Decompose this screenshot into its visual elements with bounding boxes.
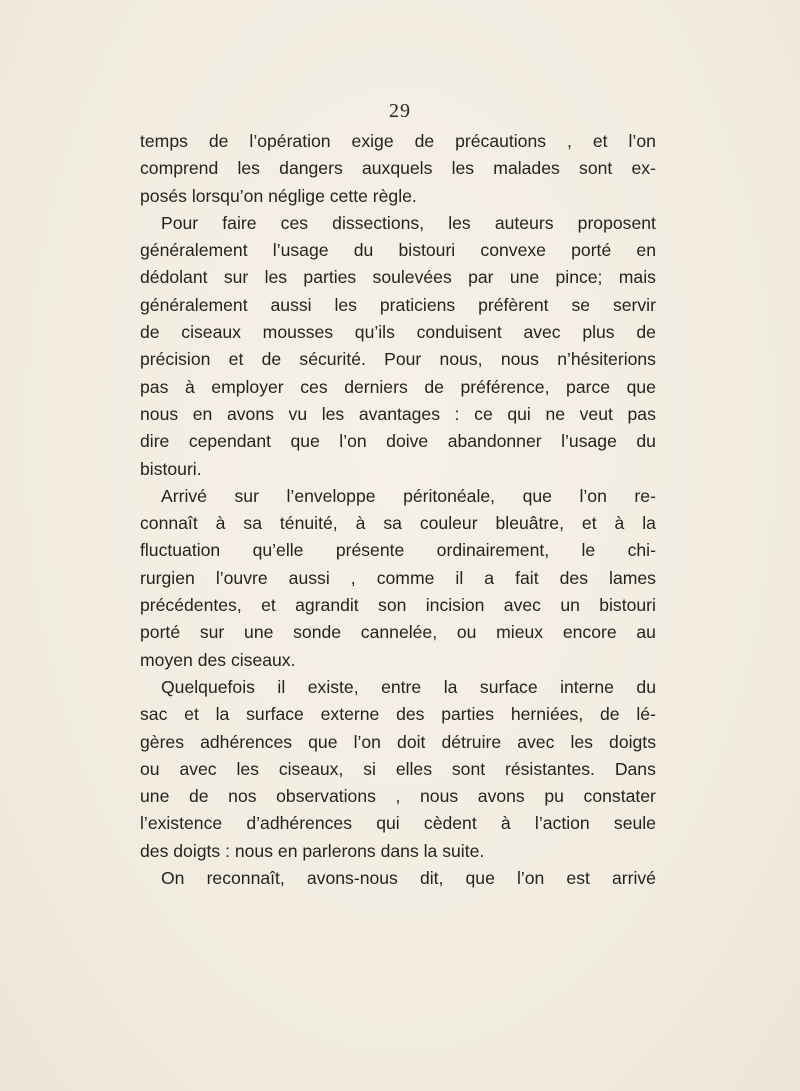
text-line: connaît à sa ténuité, à sa couleur bleuâtre, et à la — [140, 513, 656, 534]
text-line: porté sur une sonde cannelée, ou mieux encore au — [140, 622, 656, 643]
text-line: rurgien l’ouvre aussi , comme il a fait des lames — [140, 567, 656, 588]
body-text — [140, 128, 656, 892]
text-line: généralement aussi les praticiens préfèrent se servir — [140, 294, 656, 315]
text-line: pas à employer ces derniers de préférence, parce que — [140, 376, 656, 397]
text-line: fluctuation qu’elle présente ordinairement, le chi- — [140, 540, 656, 561]
text-line: généralement l’usage du bistouri convexe porté en — [140, 240, 656, 261]
text-line: ou avec les ciseaux, si elles sont résistantes. Dans — [140, 758, 656, 779]
text-line: l’existence d’adhérences qui cèdent à l’action seule — [140, 813, 656, 834]
text-line: précision et de sécurité. Pour nous, nous n’hésiterions — [140, 349, 656, 370]
text-line: gères adhérences que l’on doit détruire avec les doigts — [140, 731, 656, 752]
text-line: On reconnaît, avons-nous dit, que l’on est arrivé — [161, 868, 656, 889]
text-line: bistouri. — [140, 458, 202, 479]
text-line: nous en avons vu les avantages : ce qui ne veut pas — [140, 403, 656, 424]
text-line: temps de l’opération exige de précautions , et l’on — [140, 131, 656, 151]
text-line: comprend les dangers auxquels les malades sont ex- — [140, 158, 656, 179]
text-line: précédentes, et agrandit son incision avec un bistouri — [140, 595, 656, 616]
text-line: posés lorsqu’on néglige cette règle. — [140, 185, 417, 206]
text-line: sac et la surface externe des parties herniées, de lé- — [140, 704, 656, 725]
text-line: Pour faire ces dissections, les auteurs proposent — [161, 212, 656, 233]
text-line: Quelquefois il existe, entre la surface interne du — [161, 676, 656, 697]
text-line: dédolant sur les parties soulevées par une pince; mais — [140, 267, 656, 288]
text-line: de ciseaux mousses qu’ils conduisent avec plus de — [140, 322, 656, 343]
text-line: Arrivé sur l’enveloppe péritonéale, que l’on re- — [161, 485, 656, 506]
text-line: dire cependant que l’on doive abandonner l’usage du — [140, 431, 656, 452]
text-line: des doigts : nous en parlerons dans la suite. — [140, 840, 485, 861]
text-line: moyen des ciseaux. — [140, 649, 296, 670]
text-line: une de nos observations , nous avons pu constater — [140, 786, 656, 807]
page-number: 29 — [389, 100, 411, 122]
